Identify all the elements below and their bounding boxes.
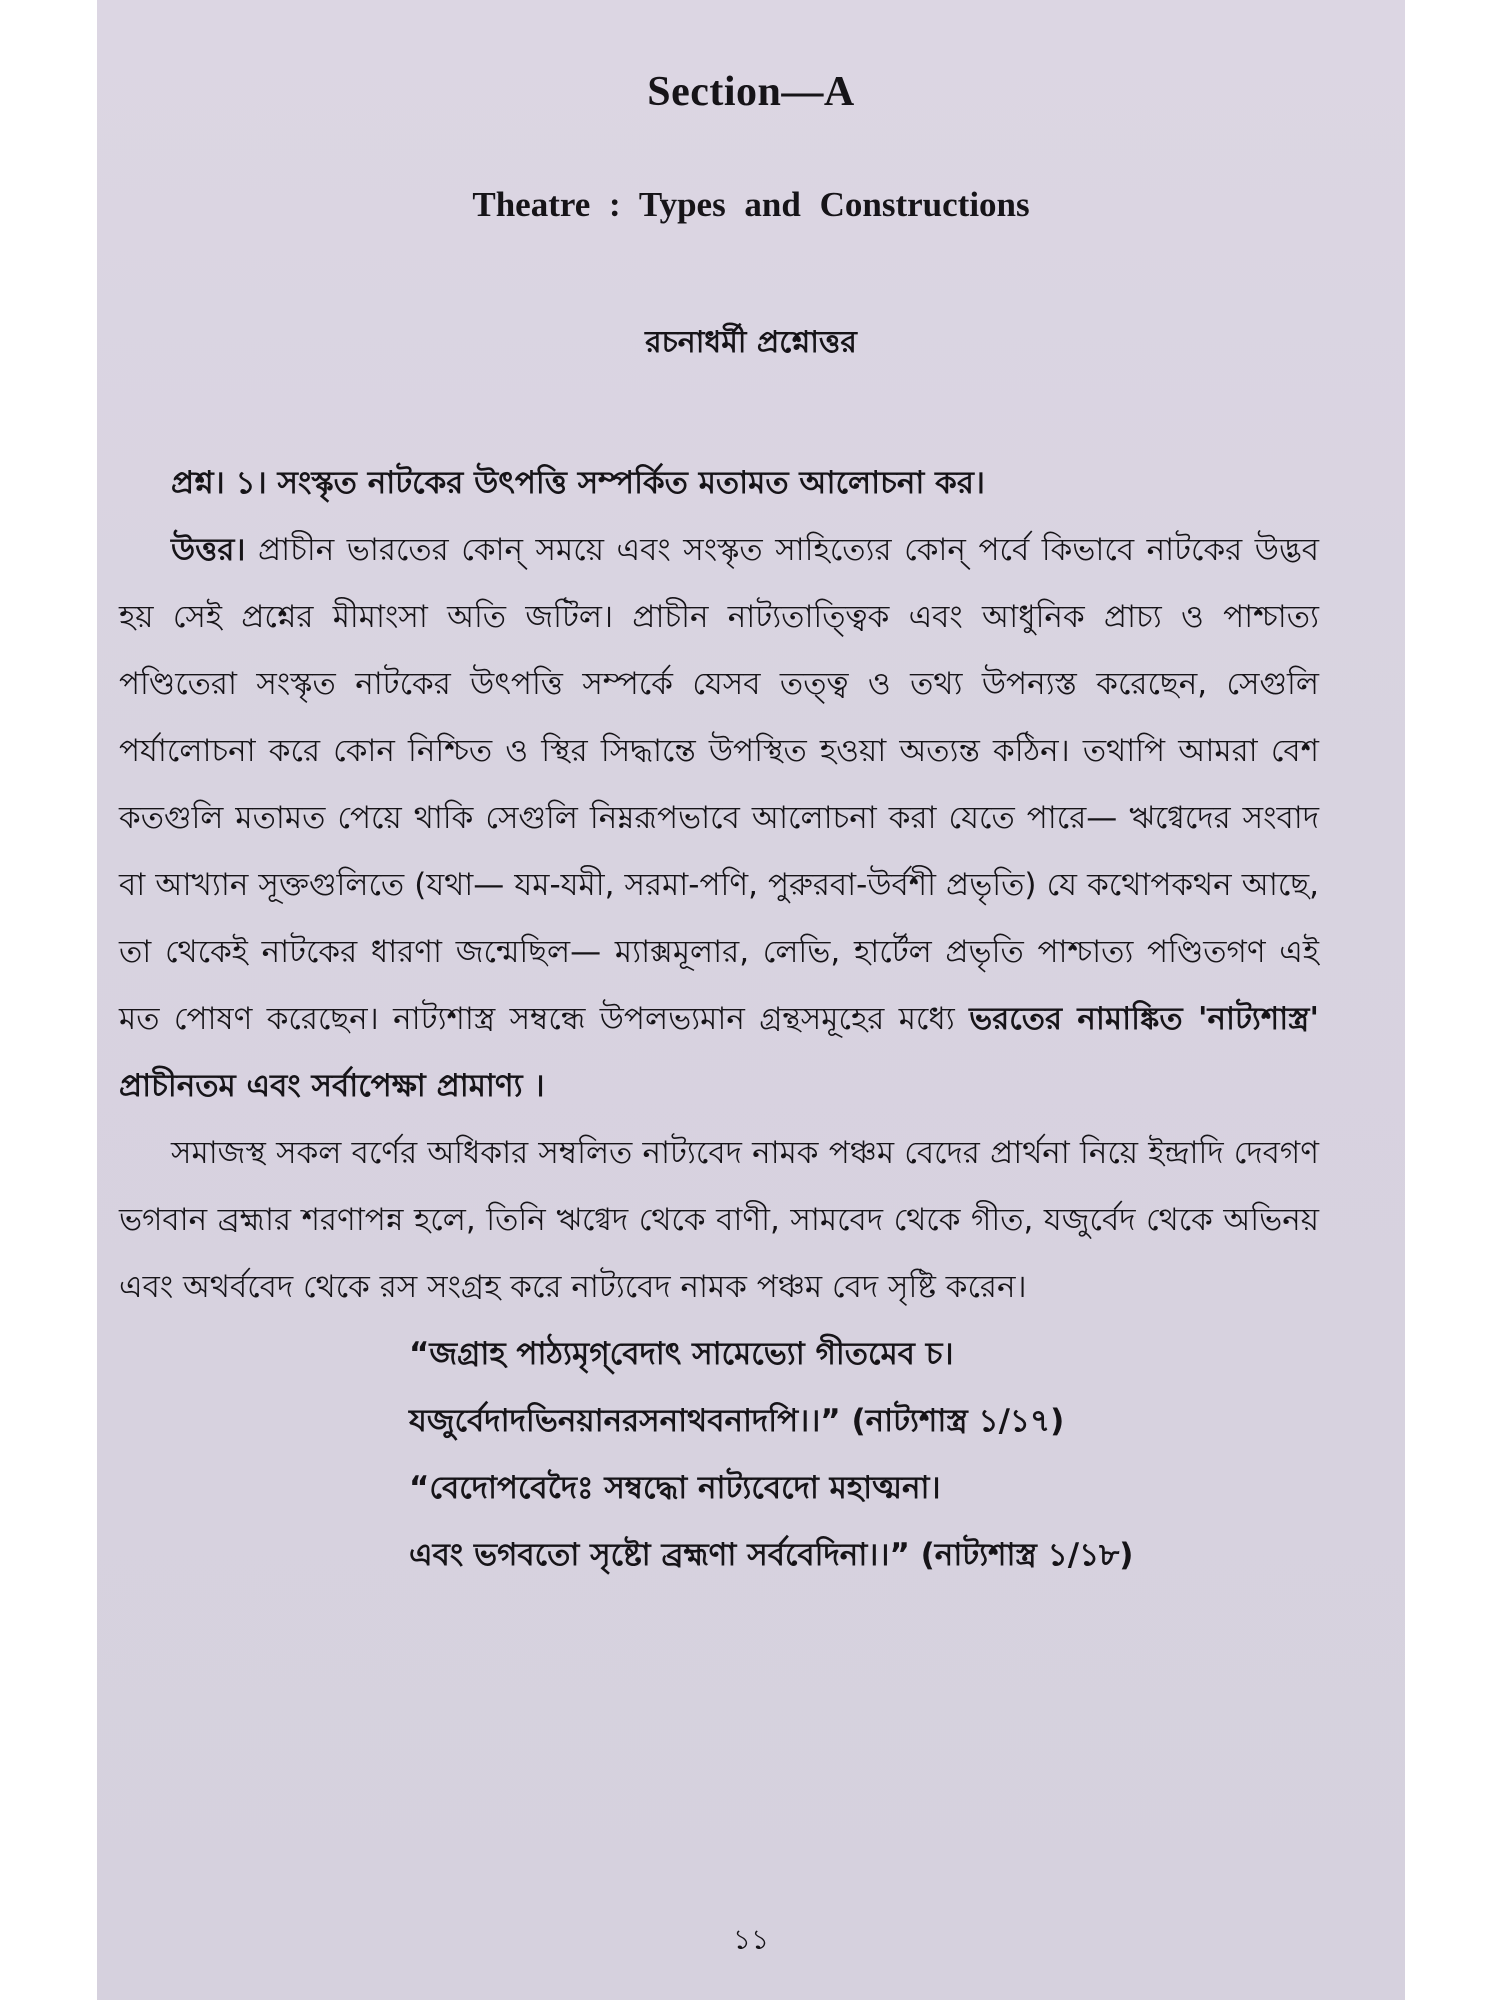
answer-paragraph bbox=[119, 517, 1319, 1120]
question-text: প্রশ্ন। ১। সংস্কৃত নাটকের উৎপত্তি সম্পর্কিত মতামত আলোচনা কর। bbox=[171, 465, 985, 501]
page-number: ১১ bbox=[732, 1923, 770, 1956]
verse-line: যজুর্বেদাদভিনয়ানরসনাথবনাদপি।।” (নাট্যশাস্ত্র ১/১৭) bbox=[409, 1403, 1065, 1439]
answer-emphasis: ভরতের নামাঙ্কিত 'নাট্যশাস্ত্র' প্রাচীনতম এবং সর্বাপেক্ষা প্রামাণ্য । bbox=[119, 1001, 1320, 1104]
question-answer-heading: রচনাধর্মী প্রশ্নোত্তর bbox=[645, 325, 857, 360]
answer-label: উত্তর। bbox=[171, 532, 246, 568]
verse-line: “জগ্রাহ পাঠ্যমৃগ্‌বেদাৎ সামেভ্যো গীতমেব চ। bbox=[409, 1336, 954, 1372]
second-paragraph: সমাজস্থ সকল বর্ণের অধিকার সম্বলিত নাট্যবেদ নামক পঞ্চম বেদের প্রার্থনা নিয়ে ইন্দ্রাদি দেবগণ ভগবান ব্রহ্মার শরণাপন্ন হলে, তিনি ঋগ্বেদ থেকে বাণী, সামবেদ থেকে গীত, যজুর্বেদ থেকে অভিনয় এবং অথর্ববেদ থেকে রস সংগ্রহ করে নাট্যবেদ নামক পঞ্চম বেদ সৃষ্টি করেন। bbox=[119, 1135, 1319, 1305]
body-text bbox=[119, 450, 1319, 1589]
verse-line: “বেদোপবেদৈঃ সম্বদ্ধো নাট্যবেদো মহাত্মনা। bbox=[409, 1470, 941, 1506]
verse-line: এবং ভগবতো সৃষ্টো ব্রহ্মণা সর্ববেদিনা।।” (নাট্যশাস্ত্র ১/১৮) bbox=[409, 1537, 1134, 1573]
scanned-page bbox=[97, 0, 1405, 2000]
chapter-subtitle: Theatre : Types and Constructions bbox=[472, 185, 1030, 224]
page-content bbox=[97, 0, 1405, 2000]
answer-text: প্রাচীন ভারতের কোন্ সময়ে এবং সংস্কৃত সাহিত্যের কোন্ পর্বে কিভাবে নাটকের উদ্ভব হয় সেই প্রশ্নের মীমাংসা অতি জটিল। প্রাচীন নাট্যতাত্ত্বিক এবং আধুনিক প্রাচ্য ও পাশ্চাত্য পণ্ডিতেরা সংস্কৃত নাটকের উৎপত্তি সম্পর্কে যেসব তত্ত্ব ও তথ্য উপন্যস্ত করেছেন, সেগুলি পর্যালোচনা করে কোন নিশ্চিত ও স্থির সিদ্ধান্তে উপস্থিত হওয়া অত্যন্ত কঠিন। তথাপি আমরা বেশ কতগুলি মতামত পেয়ে থাকি সেগুলি নিম্নরূপভাবে আলোচনা করা যেতে পারে— ঋগ্বেদের সংবাদ বা আখ্যান সূক্তগুলিতে (যথা— যম-যমী, সরমা-পণি, পুরুরবা-উর্বশী প্রভৃতি) যে কথোপকথন আছে, তা থেকেই নাটকের ধারণা জন্মেছিল— ম্যাক্সমূলার, লেভি, হার্টেল প্রভৃতি পাশ্চাত্য পণ্ডিতগণ এই মত পোষণ করেছেন। নাট্যশাস্ত্র সম্বন্ধে উপলভ্যমান গ্রন্থসমূহের মধ্যে bbox=[119, 532, 1319, 1037]
section-title: Section—A bbox=[647, 69, 855, 115]
